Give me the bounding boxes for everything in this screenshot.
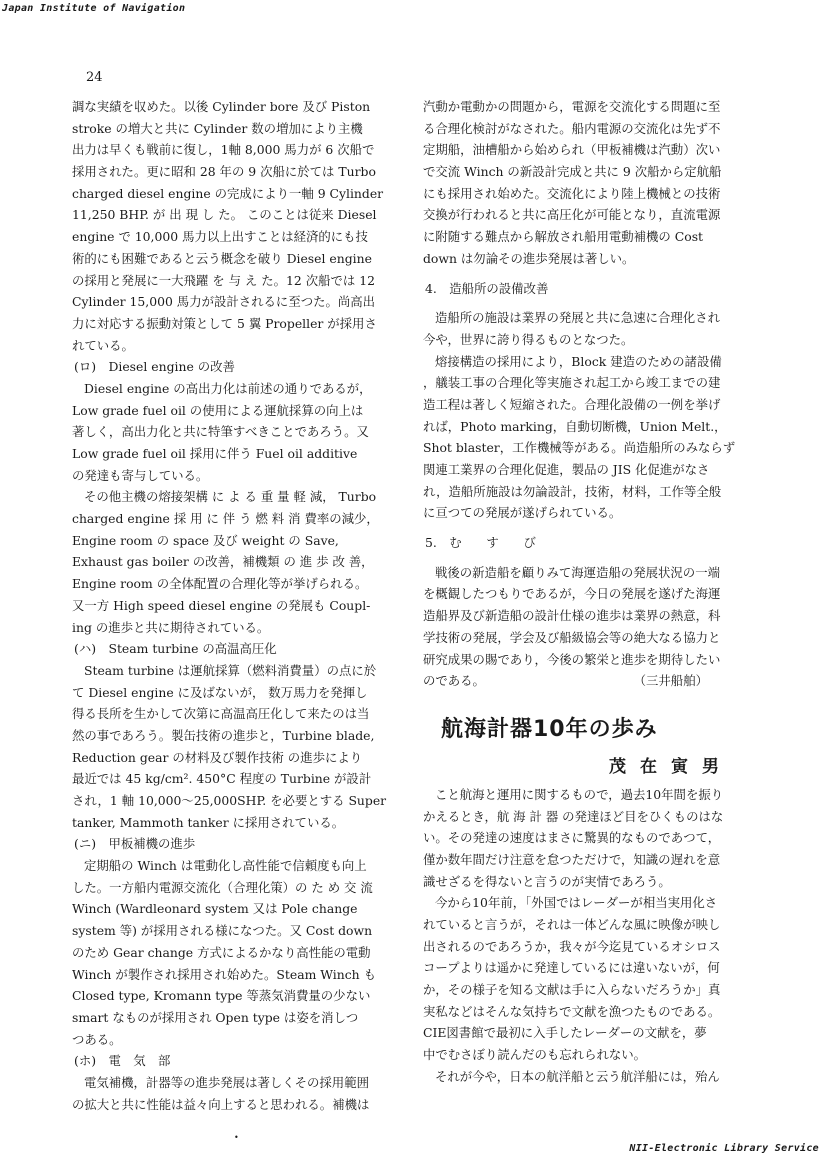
text-line: 今や，世界に誇り得るものとなつた。 xyxy=(423,331,634,347)
subsection-heading: (ホ) 電 気 部 xyxy=(74,1053,171,1069)
text-line: の発達も寄与している。 xyxy=(72,467,209,483)
text-line: 研究成果の賜であり，今後の繁栄と進歩を期待したい xyxy=(423,651,721,667)
text-line: かえるとき，航 海 計 器 の発達ほど目をひくものはな xyxy=(423,808,724,824)
text-line: 電気補機，計器等の進歩発展は著しくその採用範囲 xyxy=(84,1074,369,1090)
text-line: 戦後の新造船を顧りみて海運造船の発展状況の一端 xyxy=(435,564,720,580)
text-line: こと航海と運用に関するもので，過去10年間を振り xyxy=(435,786,724,802)
journal-header: Japan Institute of Navigation xyxy=(2,3,186,14)
text-line: い。その発達の速度はまさに驚異的なものであつて， xyxy=(423,830,721,846)
subsection-heading: (ニ) 甲板補機の進歩 xyxy=(74,836,196,852)
text-line: 定期船，油槽船から始められ（甲板補機は汽動）次い xyxy=(423,142,721,158)
text-line: され，1 軸 10,000〜25,000SHP. を必要とする Super xyxy=(72,793,387,808)
article-author: 茂在寅男 xyxy=(609,756,733,777)
article-title: 航海計器10年の歩み xyxy=(441,716,658,742)
text-line: に附随する難点から解放され船用電動補機の Cost xyxy=(423,229,704,245)
text-line: か，その様子を知る文献は手に入らないだろうか」真 xyxy=(423,982,721,998)
text-line: のため Gear change 方式によるかなり高性能の電動 xyxy=(72,944,371,960)
text-line: を概観したつもりであるが，今日の発展を遂げた海運 xyxy=(423,586,721,602)
text-line: tanker, Mammoth tanker に採用されている。 xyxy=(72,814,345,830)
text-line: 造工程は著しく短縮された。合理化設備の一例を挙げ xyxy=(423,396,721,412)
text-line: その他主機の熔接架構 に よ る 重 量 軽 減， Turbo xyxy=(84,489,377,505)
text-line: 学技術の発展，学会及び船級協会等の絶大なる協力と xyxy=(423,629,721,645)
text-line: 出されるのであろうか，我々が今迄見ているオシロス xyxy=(423,938,721,954)
text-line: 術的にも困難であると云う概念を破り Diesel engine xyxy=(72,250,372,266)
text-line: Engine room の全体配置の合理化等が挙げられる。 xyxy=(72,576,368,592)
text-line: 11,250 BHP. が 出 現 し た。 このことは従来 Diesel xyxy=(72,207,377,223)
page-mark: • xyxy=(234,1133,239,1142)
text-line: れ，造船所施設は勿論設計，技術，材料，工作等全般 xyxy=(423,483,722,499)
subsection-heading: (ロ) Diesel engine の改善 xyxy=(74,359,235,375)
text-line: 著しく，高出力化と共に特筆すべきことであろう。又 xyxy=(72,424,369,440)
text-line: にも採用され始めた。交流化により陸上機械との技術 xyxy=(423,185,721,201)
section-4-body xyxy=(423,307,741,524)
text-line: る合理化検討がなされた。船内電源の交流化は先ず不 xyxy=(423,120,721,136)
text-line: Low grade fuel oil 採用に伴う Fuel oil additive xyxy=(72,446,358,461)
text-line: のである。 （三井船舶） xyxy=(423,673,708,689)
text-line: 汽動か電動かの問題から，電源を交流化する問題に至 xyxy=(423,99,721,114)
text-line: Closed type, Kromann type 等蒸気消費量の少ない xyxy=(72,988,371,1004)
text-line: の採用と発展に一大飛躍 を 与 え た。12 次船では 12 xyxy=(72,272,375,288)
text-line: 実私などはそんな気持ちで文献を漁つたものである。 xyxy=(423,1003,721,1019)
text-line: れば，Photo marking，自動切断機，Union Melt.， xyxy=(423,418,727,434)
text-line: Engine room の space 及び weight の Save, xyxy=(72,532,339,548)
text-line: 又一方 High speed diesel engine の発展も Coupl- xyxy=(72,597,371,613)
text-line: 定期船の Winch は電動化し高性能で信頼度も向上 xyxy=(84,858,367,874)
article-body xyxy=(423,784,741,1088)
page-number: 24 xyxy=(86,70,103,85)
text-line: 識せざるを得ないと言うのが実情であろう。 xyxy=(423,873,671,889)
left-column xyxy=(72,96,394,1115)
text-line: 関連工業界の合理化促進，製品の JIS 化促進がなさ xyxy=(423,462,710,477)
text-line: 出力は早くも戦前に復し，1軸 8,000 馬力が 6 次船で xyxy=(72,142,375,158)
text-line: 力に対応する振動対策として 5 翼 Propeller が採用さ xyxy=(72,315,377,331)
text-line: 今から10年前，「外国ではレーダーが相当実用化さ xyxy=(435,895,718,911)
text-line: 然の事であろう。製缶技術の進歩と，Turbine blade, xyxy=(72,727,375,743)
text-line: 採用された。更に昭和 28 年の 9 次船に於ては Turbo xyxy=(72,164,376,180)
text-line: 造船所の施設は業界の発展と共に急速に合理化され xyxy=(435,310,720,326)
text-line: に亘つての発展が遂げられている。 xyxy=(423,505,622,521)
text-line: て Diesel engine に及ばないが， 数万馬力を発揮し xyxy=(72,684,368,700)
text-line: それが今や，日本の航洋船と云う航洋船には，殆ん xyxy=(435,1068,720,1084)
text-line: 中でむさぼり読んだのも忘れられない。 xyxy=(423,1047,647,1063)
text-line: charged diesel engine の完成により一軸 9 Cylinder xyxy=(72,185,384,201)
text-line: 僅か数年間だけ注意を怠つただけで，知識の遅れを意 xyxy=(423,851,721,867)
text-line: smart なものが採用され Open type は姿を消しつ xyxy=(72,1009,359,1025)
right-column-continuation xyxy=(423,96,741,270)
text-line: ing の進歩と共に期待されている。 xyxy=(72,619,270,635)
library-footer: NII-Electronic Library Service xyxy=(629,1143,819,1154)
text-line: down は勿論その進歩発展は著しい。 xyxy=(423,250,635,266)
text-line: Exhaust gas boiler の改善，補機類 の 進 歩 改 善， xyxy=(72,554,374,570)
text-line: Cylinder 15,000 馬力が設計されるに至つた。尚高出 xyxy=(72,294,376,310)
text-line: Diesel engine の高出力化は前述の通りであるが， xyxy=(84,380,372,396)
section-5-body xyxy=(423,562,741,692)
text-line: 造船界及び新造船の設計仕様の進歩は業界の熱意，科 xyxy=(423,608,721,624)
section-5-heading: 5. む す び xyxy=(425,535,536,551)
text-line: system 等) が採用される様になつた。又 Cost down xyxy=(72,923,373,939)
text-line: れている。 xyxy=(72,337,134,353)
subsection-heading: (ハ) Steam turbine の高温高圧化 xyxy=(74,641,277,657)
text-line: Steam turbine は運航採算（燃料消費量）の点に於 xyxy=(84,662,377,678)
text-line: CIE図書館で最初に入手したレーダーの文献を，夢 xyxy=(423,1025,707,1041)
text-line: した。一方船内電源交流化（合理化策）の た め 交 流 xyxy=(72,879,373,895)
text-line: の拡大と共に性能は益々向上すると思われる。補機は xyxy=(72,1096,370,1112)
text-line: Shot blaster，工作機械等がある。尚造船所のみならず xyxy=(423,440,736,456)
text-line: stroke の増大と共に Cylinder 数の増加により主機 xyxy=(72,120,363,136)
text-line: 調な実績を収めた。以後 Cylinder bore 及び Piston xyxy=(72,99,371,114)
text-line: で交流 Winch の新設計完成と共に 9 次船から定航船 xyxy=(423,164,722,180)
text-line: engine で 10,000 馬力以上出すことは経済的にも技 xyxy=(72,229,368,245)
text-line: 得る長所を生かして次第に高温高圧化して来たのは当 xyxy=(72,706,370,722)
text-line: ，艤装工事の合理化等実施され起工から竣工までの建 xyxy=(423,375,721,391)
text-line: Reduction gear の材料及び製作技術 の進歩により xyxy=(72,749,363,765)
text-line: 熔接構造の採用により，Block 建造のための諸設備 xyxy=(435,353,722,369)
text-line: コープよりは遥かに発達しているには違いないが，何 xyxy=(423,960,720,976)
right-column xyxy=(423,96,741,1088)
text-line: Low grade fuel oil の使用による運航採算の向上は xyxy=(72,402,364,418)
text-line: charged engine 採 用 に 伴 う 燃 料 消 費率の減少， xyxy=(72,511,379,527)
section-4-heading: 4. 造船所の設備改善 xyxy=(425,280,549,296)
text-line: 交換が行われると共に高圧化が可能となり，直流電源 xyxy=(423,207,721,223)
text-line: つある。 xyxy=(72,1031,122,1047)
text-line: Winch が製作され採用され始めた。Steam Winch も xyxy=(72,966,376,982)
text-line: れていると言うが，それは一体どんな風に映像が映し xyxy=(423,917,721,932)
text-line: Winch (Wardleonard system 又は Pole change xyxy=(72,901,358,917)
text-line: 最近では 45 kg/cm². 450°C 程度の Turbine が設計 xyxy=(72,771,372,787)
